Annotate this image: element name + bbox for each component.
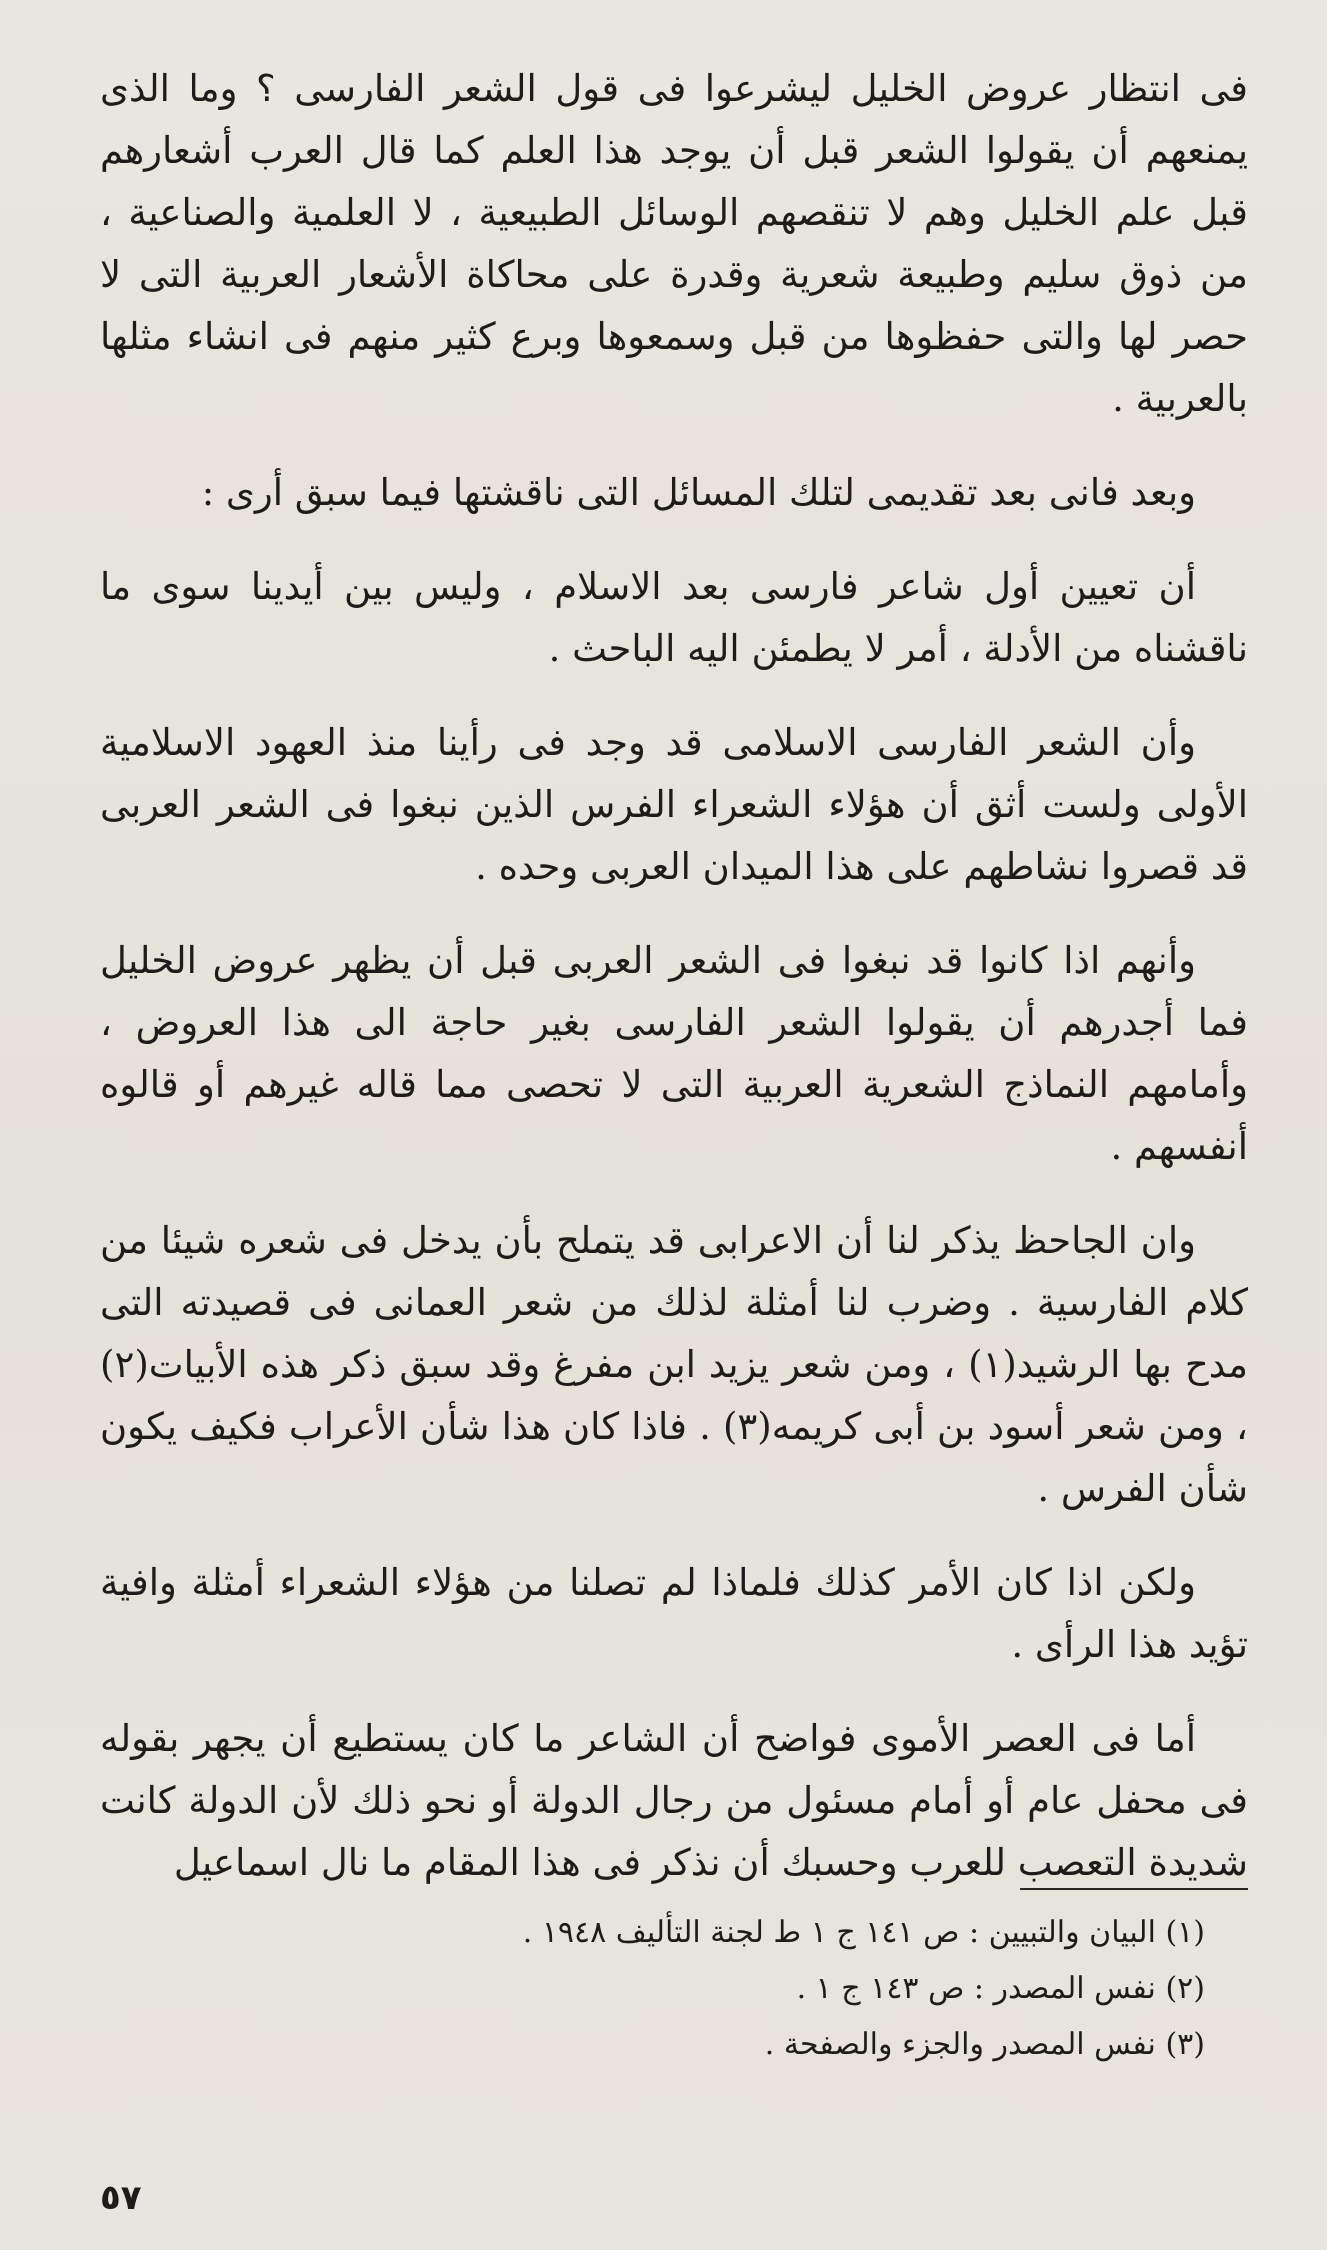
paragraph-6: وان الجاحظ يذكر لنا أن الاعرابى قد يتملح بأن يدخل فى شعره شيئا من كلام الفارسية . وضرب لنا أمثلة لذلك من شعر العمانى فى قصيدته التى مدح بها الرشيد(١) ، ومن شعر يزيد ابن مفرغ وقد سبق ذكر هذه الأبيات(٢) ، ومن شعر أسود بن أبى كريمه(٣) . فاذا كان هذا شأن الأعراب فكيف يكون شأن الفرس . xyxy=(100,1219,1248,1510)
body-text xyxy=(100,58,1248,1926)
paragraph-3: أن تعيين أول شاعر فارسى بعد الاسلام ، وليس بين أيدينا سوى ما ناقشناه من الأدلة ، أمر لا يطمئن اليه الباحث . xyxy=(100,565,1248,670)
paragraph-5: وأنهم اذا كانوا قد نبغوا فى الشعر العربى قبل أن يظهر عروض الخليل فما أجدرهم أن يقولوا الشعر الفارسى بغير حاجة الى هذا العروض ، وأمامهم النماذج الشعرية العربية التى لا تحصى مما قاله غيرهم أو قالوه أنفسهم . xyxy=(100,939,1248,1168)
footnote-divider xyxy=(1020,1888,1248,1890)
footnote-3: (٣) نفس المصدر والجزء والصفحة . xyxy=(764,2027,1205,2062)
footnotes xyxy=(300,1905,1205,2073)
paragraph-8: أما فى العصر الأموى فواضح أن الشاعر ما كان يستطيع أن يجهر بقوله فى محفل عام أو أمام مسئول من رجال الدولة أو نحو ذلك لأن الدولة كانت شديدة التعصب للعرب وحسبك أن نذكر فى هذا المقام ما نال اسماعيل xyxy=(100,1717,1248,1884)
footnote-1: (١) البيان والتبيين : ص ١٤١ ج ١ ط لجنة التأليف ١٩٤٨ . xyxy=(522,1915,1205,1950)
page-number: ٥٧ xyxy=(100,2178,142,2218)
paragraph-4: وأن الشعر الفارسى الاسلامى قد وجد فى رأينا منذ العهود الاسلامية الأولى ولست أثق أن هؤلاء الشعراء الفرس الذين نبغوا فى الشعر العربى قد قصروا نشاطهم على هذا الميدان العربى وحده . xyxy=(100,721,1248,888)
paragraph-7: ولكن اذا كان الأمر كذلك فلماذا لم تصلنا من هؤلاء الشعراء أمثلة وافية تؤيد هذا الرأى . xyxy=(100,1561,1248,1666)
paragraph-1: فى انتظار عروض الخليل ليشرعوا فى قول الشعر الفارسى ؟ وما الذى يمنعهم أن يقولوا الشعر قبل أن يوجد هذا العلم كما قال العرب أشعارهم قبل علم الخليل وهم لا تنقصهم الوسائل الطبيعية ، لا العلمية والصناعية ، من ذوق سليم وطبيعة شعرية وقدرة على محاكاة الأشعار العربية التى لا حصر لها والتى حفظوها من قبل وسمعوها وبرع كثير منهم فى انشاء مثلها بالعربية . xyxy=(100,67,1248,420)
paragraph-2: وبعد فانى بعد تقديمى لتلك المسائل التى ناقشتها فيما سبق أرى : xyxy=(201,471,1196,514)
footnote-2: (٢) نفس المصدر : ص ١٤٣ ج ١ . xyxy=(796,1971,1205,2006)
